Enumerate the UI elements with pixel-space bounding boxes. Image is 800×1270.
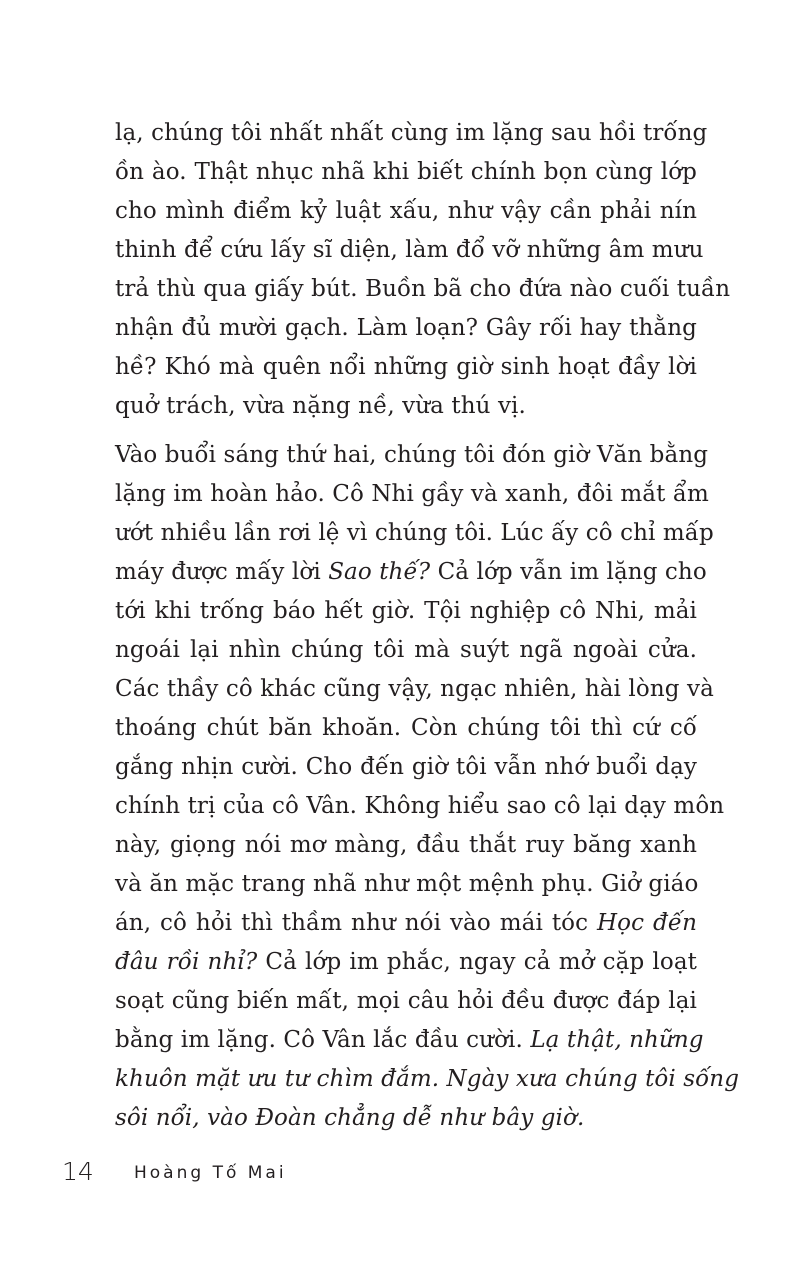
text-line: [115, 553, 707, 592]
text-line: soạt cũng biến mất, mọi câu hỏi đều được đáp lại: [115, 988, 697, 1014]
text-line: lặng im hoàn hảo. Cô Nhi gầy và xanh, đôi mắt ẩm: [115, 481, 709, 507]
text-line: và ăn mặc trang nhã như một mệnh phụ. Giở giáo: [115, 871, 699, 897]
italic-text-line: sôi nổi, vào Đoàn chẳng dễ như bây giờ.: [115, 1105, 585, 1131]
paragraph-2: [115, 436, 740, 1138]
text-line: chính trị của cô Vân. Không hiểu sao cô lại dạy môn: [115, 793, 725, 819]
text-line: nhận đủ mười gạch. Làm loạn? Gây rối hay thằng: [115, 315, 697, 341]
paragraph-1: [115, 114, 731, 426]
text-line: Vào buổi sáng thứ hai, chúng tôi đón giờ Văn bằng: [115, 442, 709, 468]
text-line: ướt nhiều lần rơi lệ vì chúng tôi. Lúc ấy cô chỉ mấp: [115, 520, 714, 546]
text-line: hề? Khó mà quên nổi những giờ sinh hoạt đầy lời: [115, 354, 697, 380]
text-line: [115, 1021, 704, 1060]
text-line: gắng nhịn cười. Cho đến giờ tôi vẫn nhớ buổi dạy: [115, 754, 697, 780]
text-line: thoáng chút băn khoăn. Còn chúng tôi thì cứ cố: [115, 715, 697, 741]
text-segment: Cả lớp vẫn im lặng cho: [430, 559, 707, 585]
text-line: lạ, chúng tôi nhất nhất cùng im lặng sau hồi trống: [115, 120, 708, 146]
text-line: tới khi trống báo hết giờ. Tội nghiệp cô Nhi, mải: [115, 598, 697, 624]
italic-text: Học đến: [597, 910, 698, 936]
italic-text: đâu rồi nhỉ?: [115, 949, 258, 975]
text-segment: bằng im lặng. Cô Vân lắc đầu cười.: [115, 1027, 531, 1053]
text-line: [115, 943, 697, 982]
text-line: này, giọng nói mơ màng, đầu thắt ruy băng xanh: [115, 832, 697, 858]
text-line: Các thầy cô khác cũng vậy, ngạc nhiên, hài lòng và: [115, 676, 714, 702]
text-line: [115, 904, 697, 943]
text-segment: án, cô hỏi thì thầm như nói vào mái tóc: [115, 910, 598, 936]
text-segment: máy được mấy lời: [115, 559, 329, 585]
italic-text: Sao thế?: [328, 559, 431, 585]
text-line: ồn ào. Thật nhục nhã khi biết chính bọn cùng lớp: [115, 159, 697, 185]
text-segment: Cả lớp im phắc, ngay cả mở cặp loạt: [257, 949, 697, 975]
text-line: trả thù qua giấy bút. Buồn bã cho đứa nào cuối tuần: [115, 276, 731, 302]
italic-text: Lạ thật, những: [530, 1027, 704, 1053]
italic-text-line: khuôn mặt ưu tư chìm đắm. Ngày xưa chúng tôi sống: [115, 1066, 740, 1092]
text-line: cho mình điểm kỷ luật xấu, như vậy cần phải nín: [115, 198, 697, 224]
running-footer-author: Hoàng Tố Mai: [134, 1163, 287, 1183]
page-number: 14: [62, 1157, 94, 1186]
text-line: quở trách, vừa nặng nề, vừa thú vị.: [115, 393, 526, 419]
text-line: thinh để cứu lấy sĩ diện, làm đổ vỡ những âm mưu: [115, 237, 704, 263]
text-line: ngoái lại nhìn chúng tôi mà suýt ngã ngoài cửa.: [115, 637, 697, 663]
